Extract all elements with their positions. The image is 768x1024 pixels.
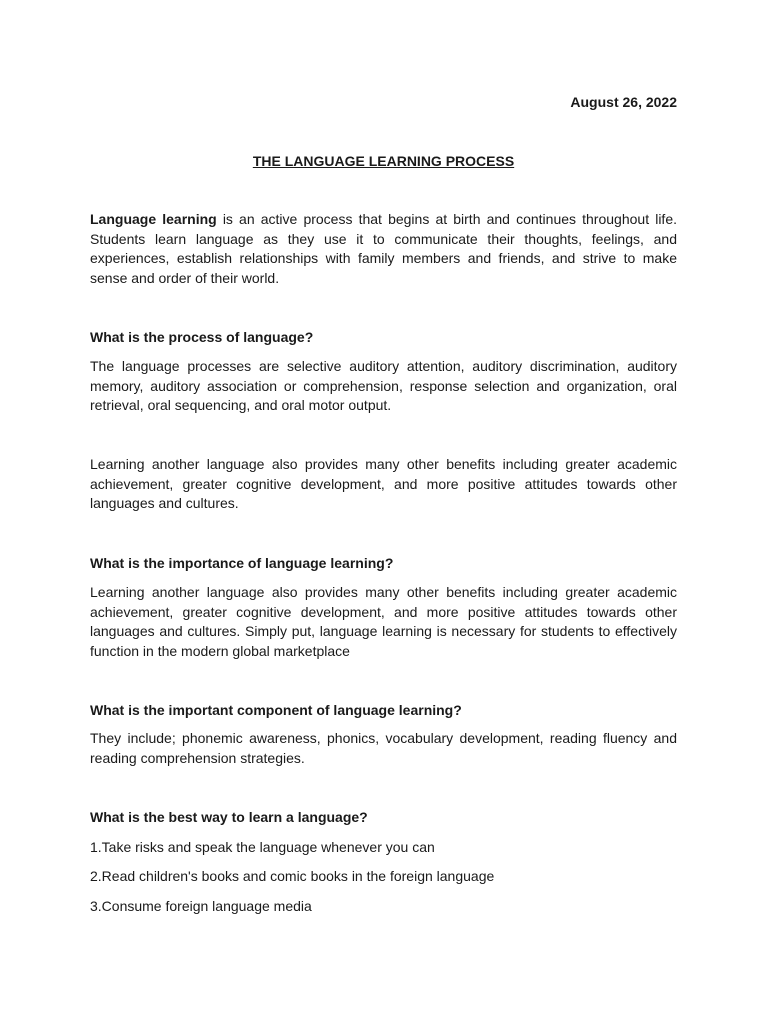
section-heading-importance: What is the importance of language learning? [90, 555, 394, 571]
section-answer-importance: Learning another language also provides many other benefits including greater academic achievement, greater cognitive development, and more positive attitudes towards other languages and cultures. Simply put, language learning is necessary for students to effectively function in the modern global marketplace [90, 584, 677, 659]
intro-text: is an active process that begins at birth and continues throughout life. Students learn language as they use it to communicate their thoughts, feelings, and experiences, establish relationships with family members and friends, and strive to make sense and order of their world. [90, 211, 677, 286]
intro-term: Language learning [90, 211, 217, 227]
section-heading-component: What is the important component of language learning? [90, 702, 462, 718]
intro-paragraph [90, 210, 677, 288]
document-date: August 26, 2022 [570, 94, 677, 110]
document-page [90, 0, 677, 1024]
list-item: 3.Consume foreign language media [90, 898, 312, 914]
document-title: THE LANGUAGE LEARNING PROCESS [252, 153, 515, 169]
list-item: 2.Read children's books and comic books in the foreign language [90, 868, 495, 884]
section-extra-process: Learning another language also provides many other benefits including greater academic achievement, greater cognitive development, and more positive attitudes towards other languages and cultures. [90, 456, 677, 511]
list-item: 1.Take risks and speak the language whenever you can [90, 839, 435, 855]
section-answer-process: The language processes are selective auditory attention, auditory discrimination, auditory memory, auditory association or comprehension, response selection and organization, oral retrieval, oral sequencing, and oral motor output. [90, 358, 677, 413]
section-heading-best-way: What is the best way to learn a language? [90, 809, 368, 825]
section-heading-process: What is the process of language? [90, 329, 314, 345]
section-answer-component: They include; phonemic awareness, phonics, vocabulary development, reading fluency and reading comprehension strategies. [90, 730, 677, 766]
